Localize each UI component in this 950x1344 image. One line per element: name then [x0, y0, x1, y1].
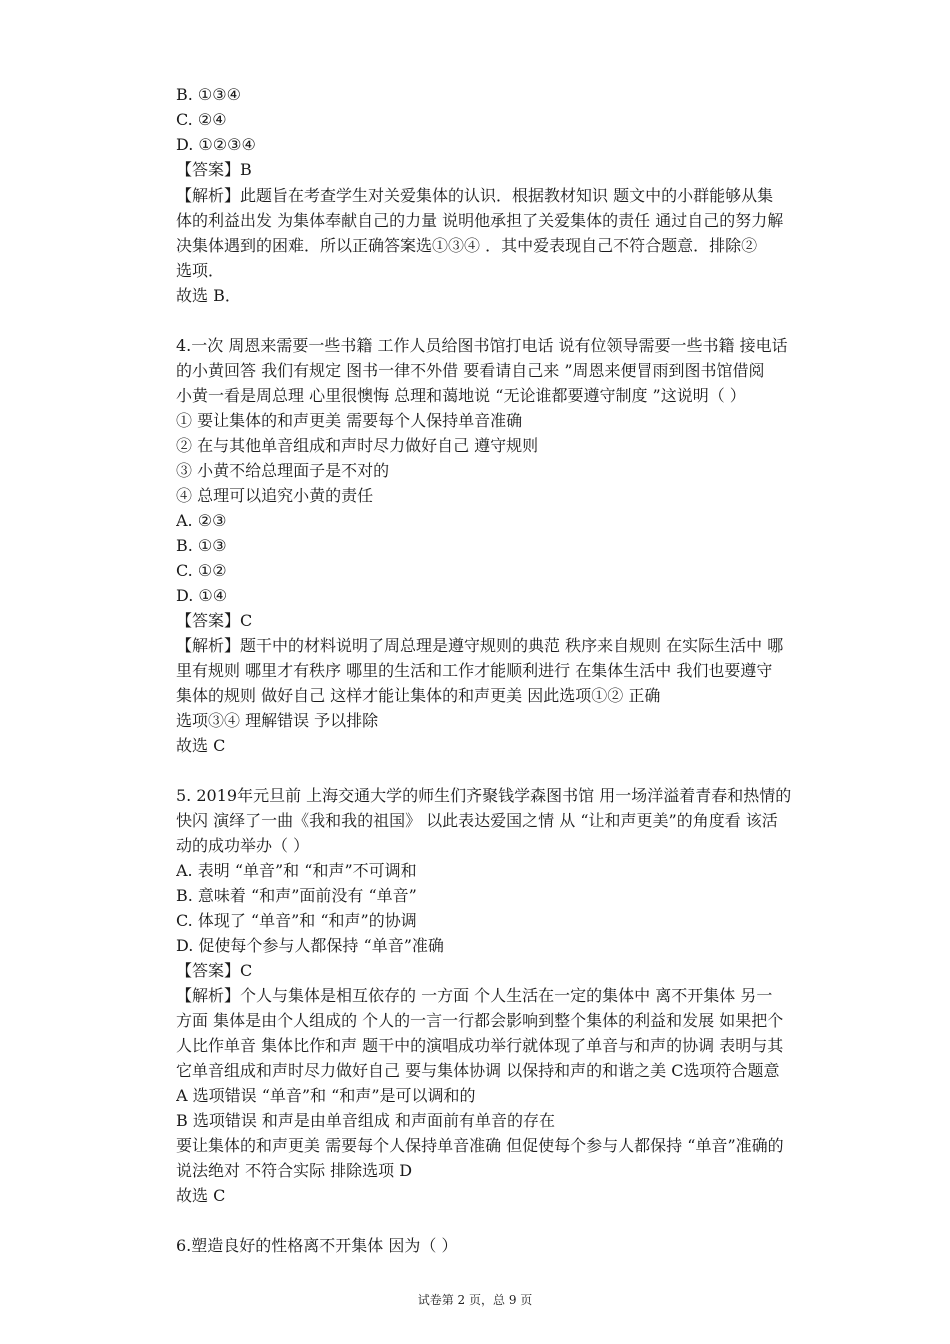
text-line: ② 在与其他单音组成和声时尽力做好自己 遵守规则: [176, 436, 539, 455]
text-line: 6.塑造良好的性格离不开集体 因为（ ）: [176, 1236, 458, 1255]
text-line: ④ 总理可以追究小黄的责任: [176, 486, 374, 505]
text-line: 体的利益出发 为集体奉献自己的力量 说明他承担了关爱集体的责任 通过自己的努力解: [176, 211, 784, 230]
text-line: D. 促使每个参与人都保持 “单音”准确: [176, 936, 444, 955]
text-line: 故选 C: [176, 1186, 226, 1205]
text-line: A 选项错误 “单音”和 “和声”是可以调和的: [176, 1086, 476, 1105]
text-line: 动的成功举办（ ）: [176, 836, 310, 855]
text-line: 人比作单音 集体比作和声 题干中的演唱成功举行就体现了单音与和声的协调 表明与其: [176, 1036, 784, 1055]
text-line: B. 意味着 “和声”面前没有 “单音”: [176, 886, 417, 905]
text-line: 【答案】B: [176, 160, 252, 179]
text-line: D. ①②③④: [176, 135, 256, 154]
text-line: C. ①②: [176, 561, 227, 580]
text-line: ① 要让集体的和声更美 需要每个人保持单音准确: [176, 411, 523, 430]
text-line: 故选 B．: [176, 286, 241, 305]
text-line: 小黄一看是周总理 心里很懊悔 总理和蔼地说 “无论谁都要遵守制度 ”这说明（ ）: [176, 386, 746, 405]
text-line: 选项③④ 理解错误 予以排除: [176, 711, 379, 730]
text-line: 4.一次 周恩来需要一些书籍 工作人员给图书馆打电话 说有位领导需要一些书籍 接电话: [176, 336, 788, 355]
text-line: B. ①③: [176, 536, 227, 555]
text-line: 方面 集体是由个人组成的 个人的一言一行都会影响到整个集体的利益和发展 如果把个: [176, 1011, 784, 1030]
text-line: 的小黄回答 我们有规定 图书一律不外借 要看请自己来 ”周恩来便冒雨到图书馆借阅: [176, 361, 765, 380]
text-line: A. ②③: [176, 511, 227, 530]
text-line: 要让集体的和声更美 需要每个人保持单音准确 但促使每个参与人都保持 “单音”准确的: [176, 1136, 784, 1155]
text-line: 说法绝对 不符合实际 排除选项 D: [176, 1161, 413, 1180]
text-line: 快闪 演绎了一曲《我和我的祖国》 以此表达爱国之情 从 “让和声更美”的角度看 该活: [176, 811, 778, 830]
text-line: ③ 小黄不给总理面子是不对的: [176, 461, 390, 480]
text-line: B 选项错误 和声是由单音组成 和声面前有单音的存在: [176, 1111, 556, 1130]
text-line: 【答案】C: [176, 611, 253, 630]
text-line: B. ①③④: [176, 85, 241, 104]
text-line: 【解析】个人与集体是相互依存的 一方面 个人生活在一定的集体中 离不开集体 另一: [176, 986, 773, 1005]
text-line: 集体的规则 做好自己 这样才能让集体的和声更美 因此选项①② 正确: [176, 686, 661, 705]
text-line: 5. 2019年元旦前 上海交通大学的师生们齐聚钱学森图书馆 用一场洋溢着青春和热情的: [176, 786, 792, 805]
text-line: D. ①④: [176, 586, 228, 605]
text-line: A. 表明 “单音”和 “和声”不可调和: [176, 861, 417, 880]
text-line: C. 体现了 “单音”和 “和声”的协调: [176, 911, 417, 930]
text-line: 故选 C: [176, 736, 226, 755]
text-line: 【答案】C: [176, 961, 253, 980]
text-line: 【解析】此题旨在考查学生对关爱集体的认识．根据教材知识 题文中的小群能够从集: [176, 186, 774, 205]
text-line: C. ②④: [176, 110, 227, 129]
text-line: 选项．: [176, 261, 225, 280]
text-line: 【解析】题干中的材料说明了周总理是遵守规则的典范 秩序来自规则 在实际生活中 哪: [176, 636, 784, 655]
text-line: 决集体遇到的困难．所以正确答案选①③④ ．其中爱表现自己不符合题意．排除②: [176, 236, 758, 255]
text-line: 它单音组成和声时尽力做好自己 要与集体协调 以保持和声的和谐之美 C选项符合题意: [176, 1061, 780, 1080]
text-line: 里有规则 哪里才有秩序 哪里的生活和工作才能顺利进行 在集体生活中 我们也要遵守: [176, 661, 773, 680]
page-footer: 试卷第 2 页，总 9 页: [417, 1293, 533, 1307]
